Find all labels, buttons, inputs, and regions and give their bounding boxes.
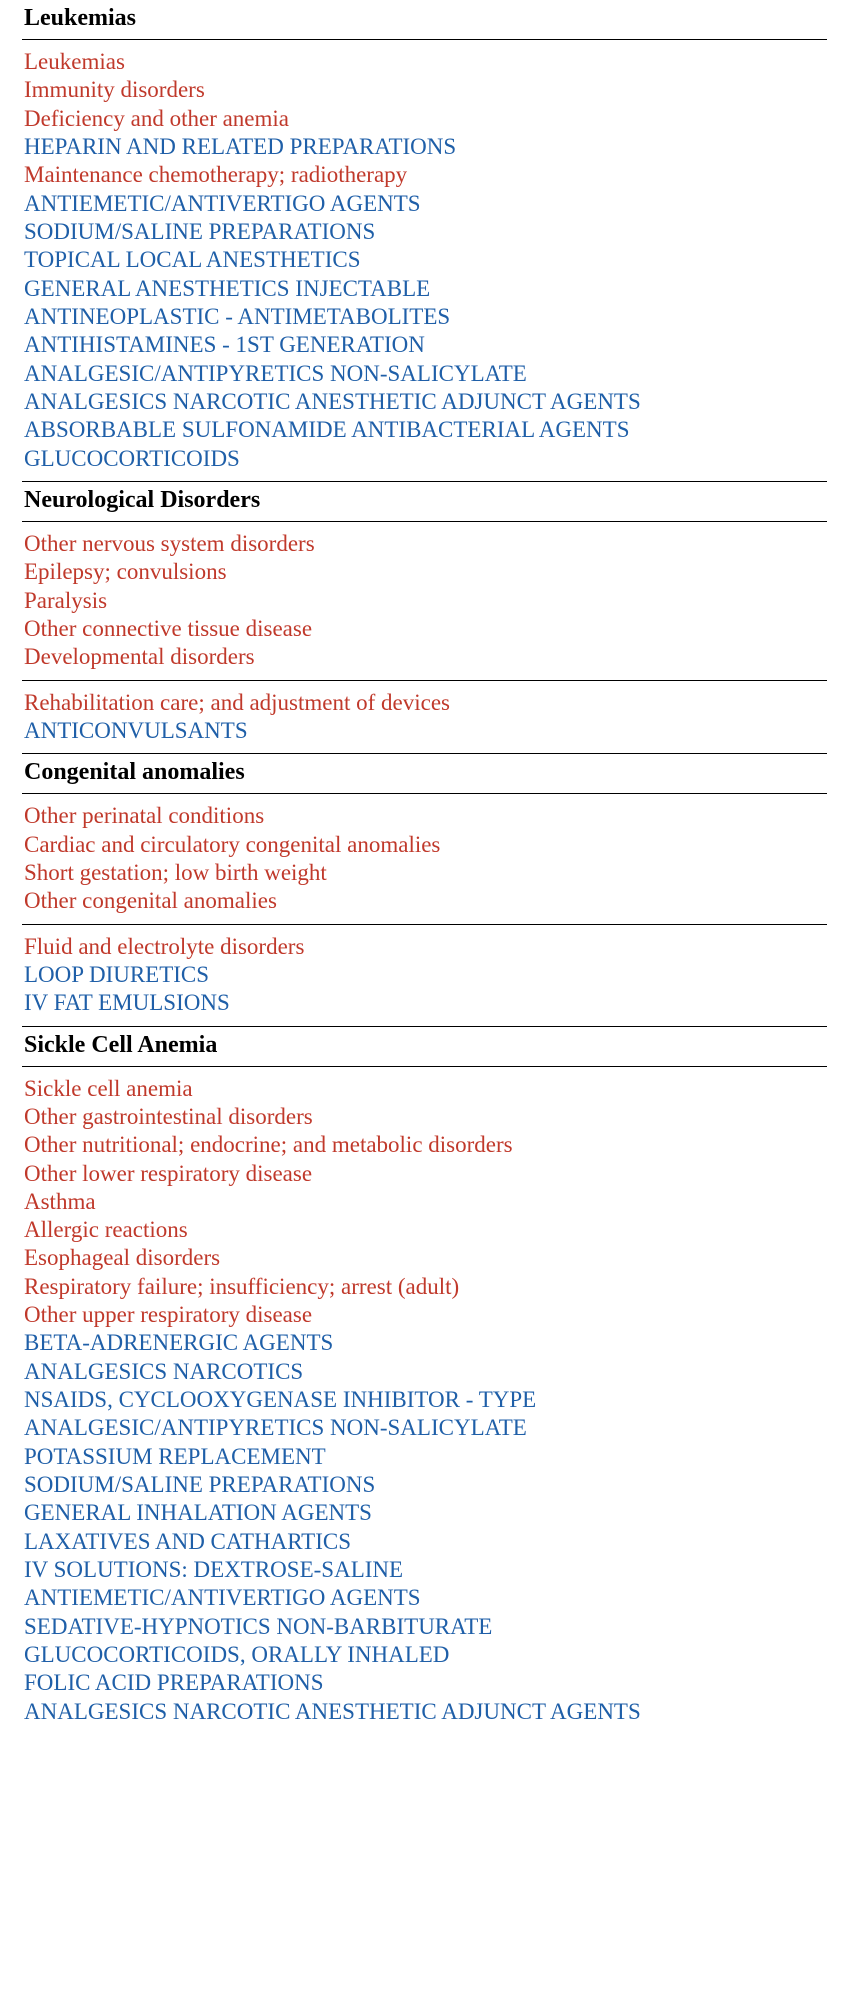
drug-item: FOLIC ACID PREPARATIONS bbox=[24, 1670, 324, 1696]
condition-item: Other lower respiratory disease bbox=[24, 1160, 313, 1186]
drug-item: NSAIDS, CYCLOOXYGENASE INHIBITOR - TYPE bbox=[24, 1387, 537, 1413]
condition-item: Other upper respiratory disease bbox=[24, 1302, 313, 1328]
drug-item: ANTIEMETIC/ANTIVERTIGO AGENTS bbox=[24, 190, 421, 216]
condition-item: Leukemias bbox=[24, 49, 125, 74]
section-title: Leukemias bbox=[24, 5, 137, 31]
sections-container bbox=[22, 0, 827, 1734]
item-group bbox=[22, 40, 827, 481]
condition-item: Rehabilitation care; and adjustment of devices bbox=[24, 689, 450, 715]
section-title: Neurological Disorders bbox=[24, 486, 261, 513]
item-group bbox=[22, 1067, 827, 1735]
drug-item: LOOP DIURETICS bbox=[24, 961, 210, 987]
drug-item: POTASSIUM REPLACEMENT bbox=[24, 1443, 326, 1469]
condition-item: Other congenital anomalies bbox=[24, 888, 277, 914]
condition-item: Cardiac and circulatory congenital anomalies bbox=[24, 831, 441, 857]
drug-item: GENERAL ANESTHETICS INJECTABLE bbox=[24, 275, 431, 301]
drug-item: ANALGESIC/ANTIPYRETICS NON-SALICYLATE bbox=[24, 1415, 527, 1441]
drug-item: TOPICAL LOCAL ANESTHETICS bbox=[24, 247, 361, 273]
condition-item: Other connective tissue disease bbox=[24, 615, 313, 641]
section-title: Congenital anomalies bbox=[24, 759, 245, 786]
drug-item: ANALGESICS NARCOTIC ANESTHETIC ADJUNCT AGENTS bbox=[24, 1698, 641, 1724]
drug-item: ANTICONVULSANTS bbox=[24, 717, 248, 743]
drug-item: LAXATIVES AND CATHARTICS bbox=[24, 1528, 352, 1554]
condition-item: Sickle cell anemia bbox=[24, 1075, 193, 1101]
drug-item: ANTINEOPLASTIC - ANTIMETABOLITES bbox=[24, 303, 451, 329]
item-group bbox=[22, 522, 827, 680]
condition-item: Allergic reactions bbox=[24, 1217, 188, 1243]
drug-item: ANALGESICS NARCOTIC ANESTHETIC ADJUNCT AGENTS bbox=[24, 388, 641, 414]
condition-item: Fluid and electrolyte disorders bbox=[24, 933, 305, 959]
drug-item: GENERAL INHALATION AGENTS bbox=[24, 1500, 372, 1526]
drug-item: GLUCOCORTICOIDS bbox=[24, 445, 240, 471]
drug-item: GLUCOCORTICOIDS, ORALLY INHALED bbox=[24, 1642, 450, 1668]
condition-item: Other nervous system disorders bbox=[24, 530, 315, 556]
drug-item: ANALGESICS NARCOTICS bbox=[24, 1358, 304, 1384]
drug-item: IV SOLUTIONS: DEXTROSE-SALINE bbox=[24, 1557, 404, 1583]
condition-item: Maintenance chemotherapy; radiotherapy bbox=[24, 162, 408, 188]
section-title: Sickle Cell Anemia bbox=[24, 1031, 218, 1058]
condition-item: Other gastrointestinal disorders bbox=[24, 1103, 313, 1129]
drug-item: SEDATIVE-HYPNOTICS NON-BARBITURATE bbox=[24, 1613, 493, 1639]
item-group bbox=[22, 681, 827, 754]
condition-item: Immunity disorders bbox=[24, 77, 205, 103]
condition-item: Deficiency and other anemia bbox=[24, 105, 290, 131]
drug-item: ANTIHISTAMINES - 1ST GENERATION bbox=[24, 332, 425, 358]
drug-item: ANTIEMETIC/ANTIVERTIGO AGENTS bbox=[24, 1585, 421, 1611]
condition-item: Other nutritional; endocrine; and metabolic disorders bbox=[24, 1132, 513, 1158]
condition-item: Short gestation; low birth weight bbox=[24, 859, 327, 885]
condition-item: Developmental disorders bbox=[24, 644, 255, 670]
condition-item: Other perinatal conditions bbox=[24, 803, 265, 829]
condition-item: Paralysis bbox=[24, 587, 108, 613]
drug-item: SODIUM/SALINE PREPARATIONS bbox=[24, 218, 376, 244]
drug-item: BETA-ADRENERGIC AGENTS bbox=[24, 1330, 334, 1356]
drug-item: SODIUM/SALINE PREPARATIONS bbox=[24, 1472, 376, 1498]
condition-item: Epilepsy; convulsions bbox=[24, 559, 227, 585]
condition-item: Esophageal disorders bbox=[24, 1245, 221, 1271]
drug-item: IV FAT EMULSIONS bbox=[24, 990, 230, 1016]
condition-item: Asthma bbox=[24, 1188, 96, 1214]
drug-item: ABSORBABLE SULFONAMIDE ANTIBACTERIAL AGENTS bbox=[24, 417, 630, 443]
item-group bbox=[22, 794, 827, 923]
condition-item: Respiratory failure; insufficiency; arrest (adult) bbox=[24, 1273, 460, 1299]
drug-item: HEPARIN AND RELATED PREPARATIONS bbox=[24, 133, 457, 159]
item-group bbox=[22, 925, 827, 1026]
drug-item: ANALGESIC/ANTIPYRETICS NON-SALICYLATE bbox=[24, 360, 527, 386]
